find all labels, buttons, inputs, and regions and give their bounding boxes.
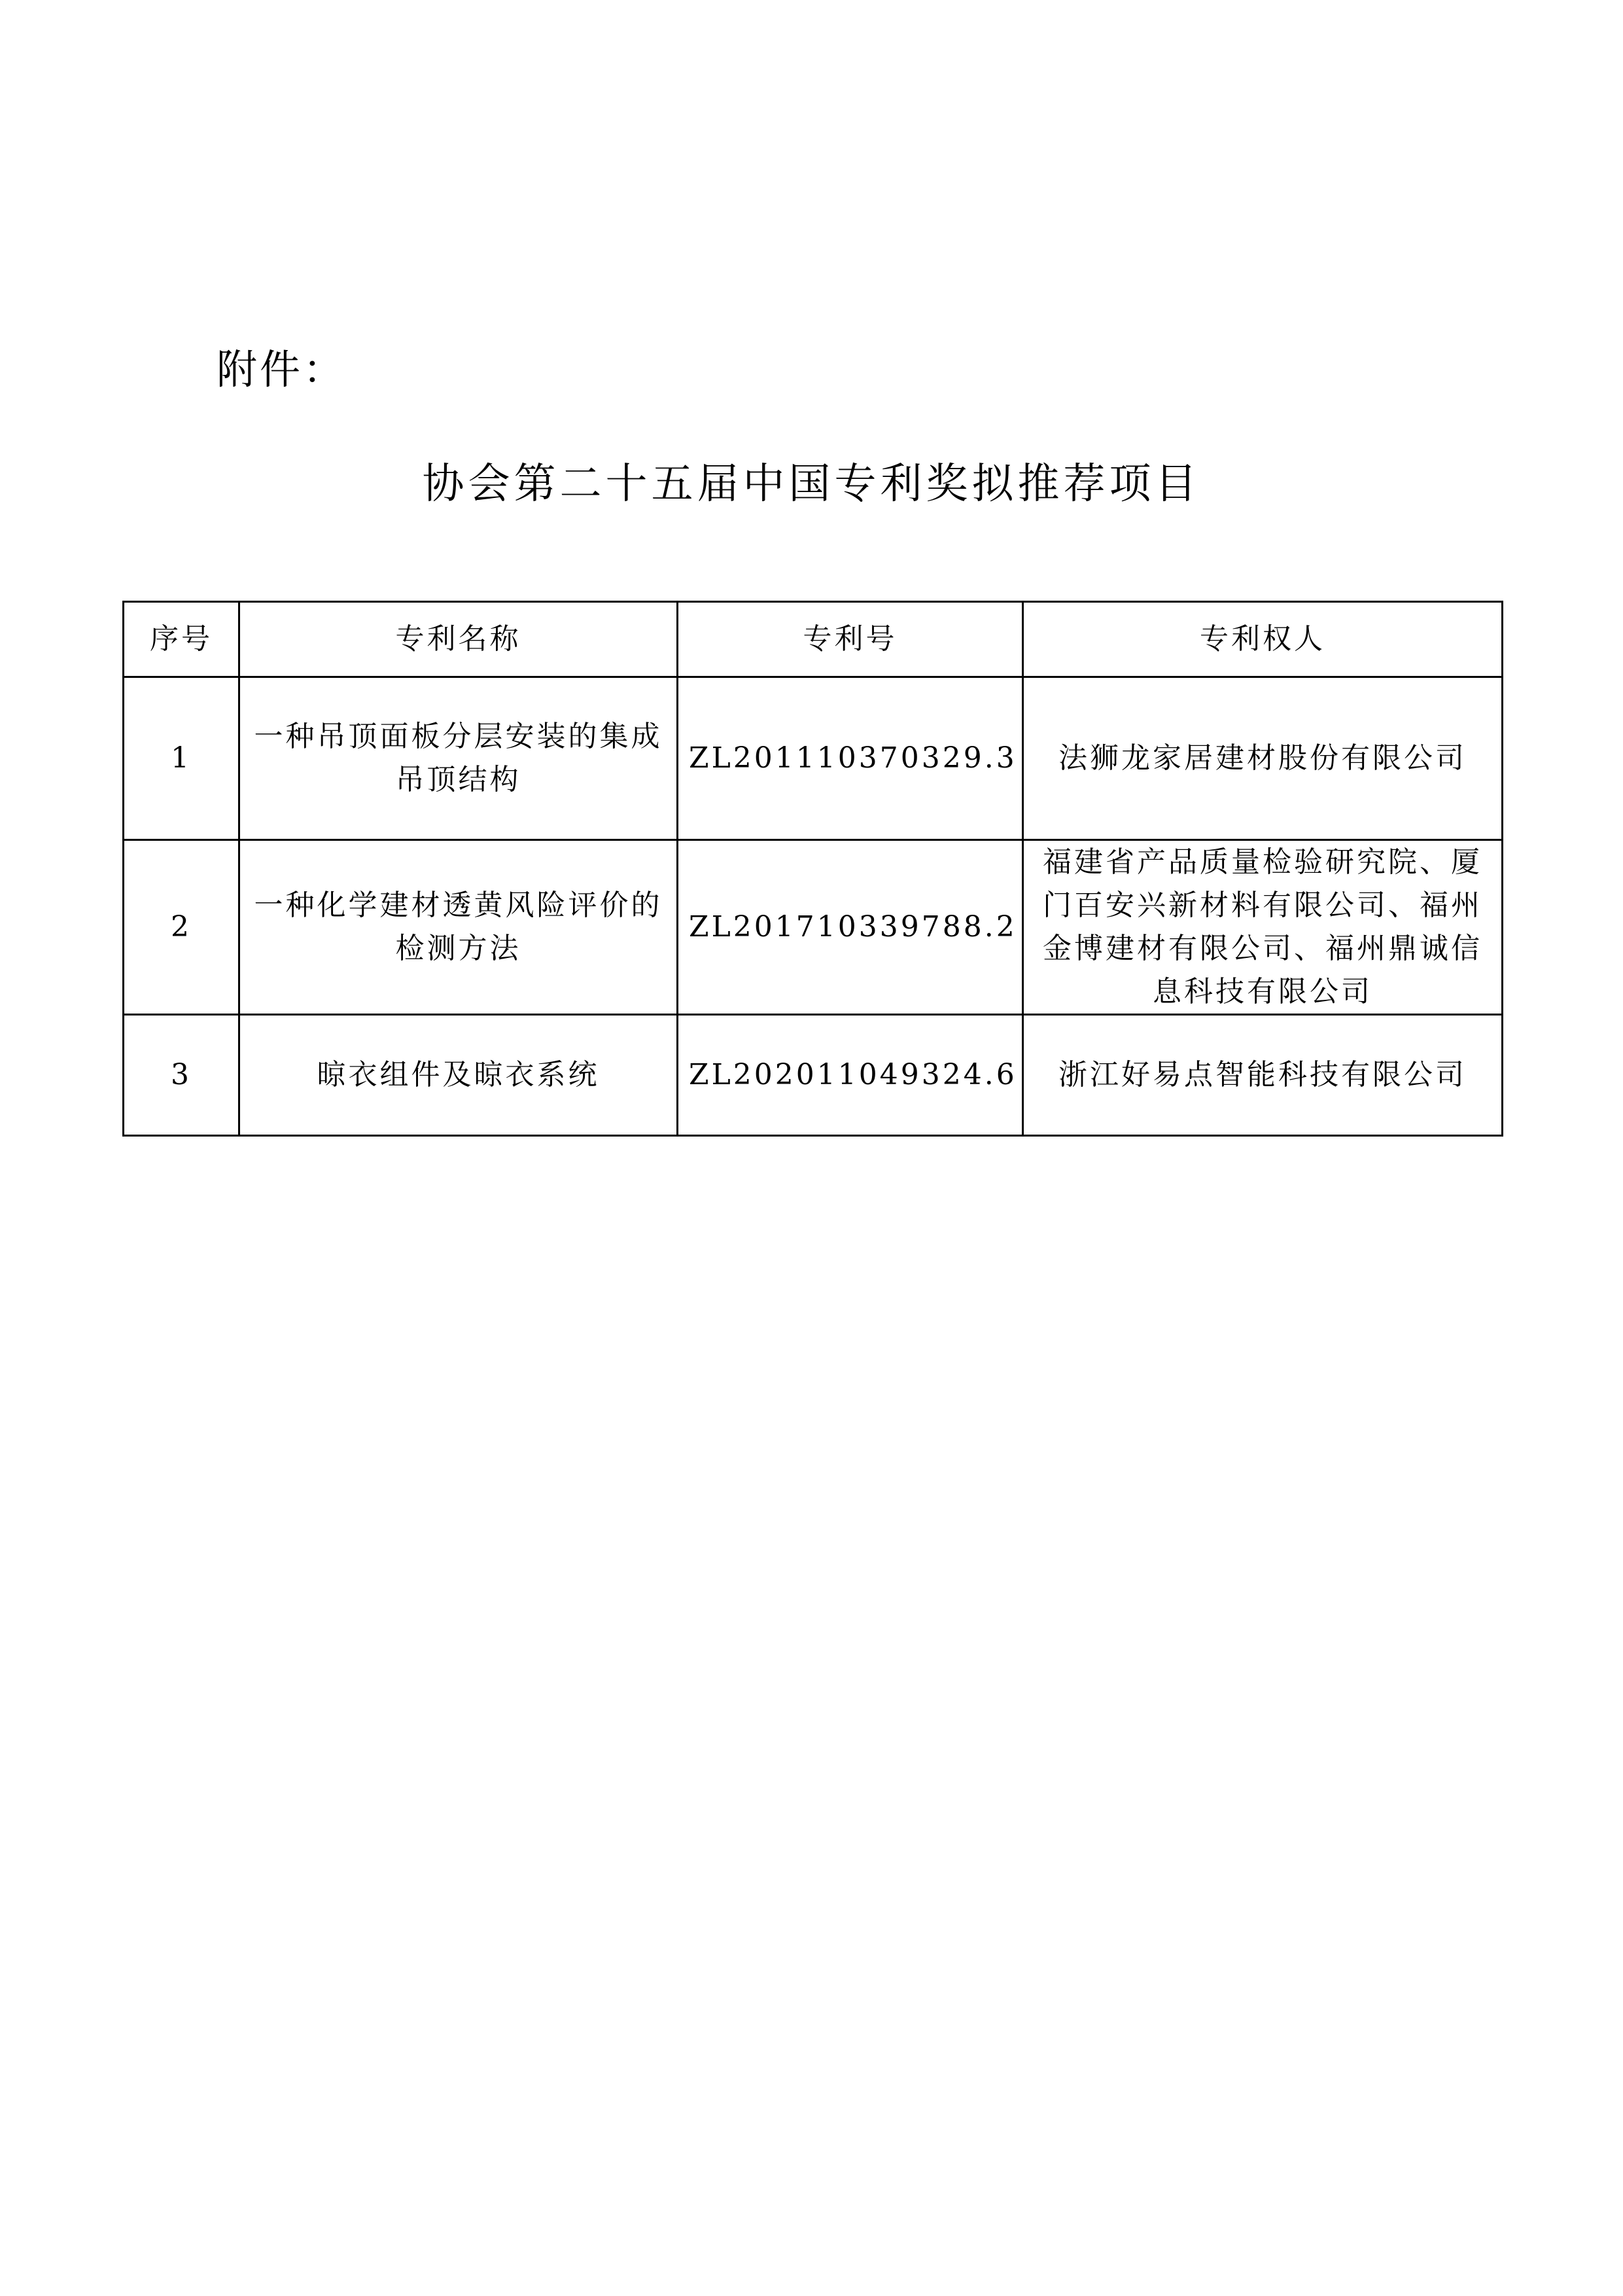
- cell-patent-number: ZL202011049324.6: [678, 1015, 1023, 1136]
- header-patent-number: 专利号: [678, 602, 1023, 677]
- cell-patent-holder: 福建省产品质量检验研究院、厦门百安兴新材料有限公司、福州金博建材有限公司、福州鼎诚信息科技有限公司: [1023, 840, 1503, 1015]
- attachment-label: 附件：: [217, 345, 347, 393]
- table-header-row: [124, 602, 1503, 677]
- header-patent-name: 专利名称: [239, 602, 678, 677]
- cell-seq: 3: [124, 1015, 239, 1136]
- cell-patent-name: 一种化学建材透黄风险评价的检测方法: [239, 840, 678, 1015]
- cell-patent-number: ZL201110370329.3: [678, 677, 1023, 840]
- cell-patent-number: ZL201710339788.2: [678, 840, 1023, 1015]
- table-row: [124, 1015, 1503, 1136]
- cell-seq: 1: [124, 677, 239, 840]
- header-seq: 序号: [124, 602, 239, 677]
- cell-patent-holder: 法狮龙家居建材股份有限公司: [1023, 677, 1503, 840]
- cell-patent-name: 晾衣组件及晾衣系统: [239, 1015, 678, 1136]
- table-row: [124, 677, 1503, 840]
- cell-seq: 2: [124, 840, 239, 1015]
- cell-patent-holder: 浙江好易点智能科技有限公司: [1023, 1015, 1503, 1136]
- cell-patent-name: 一种吊顶面板分层安装的集成吊顶结构: [239, 677, 678, 840]
- document-title: 协会第二十五届中国专利奖拟推荐项目: [422, 460, 1201, 508]
- header-patent-holder: 专利权人: [1023, 602, 1503, 677]
- patent-table: [122, 601, 1503, 1137]
- table-row: [124, 840, 1503, 1015]
